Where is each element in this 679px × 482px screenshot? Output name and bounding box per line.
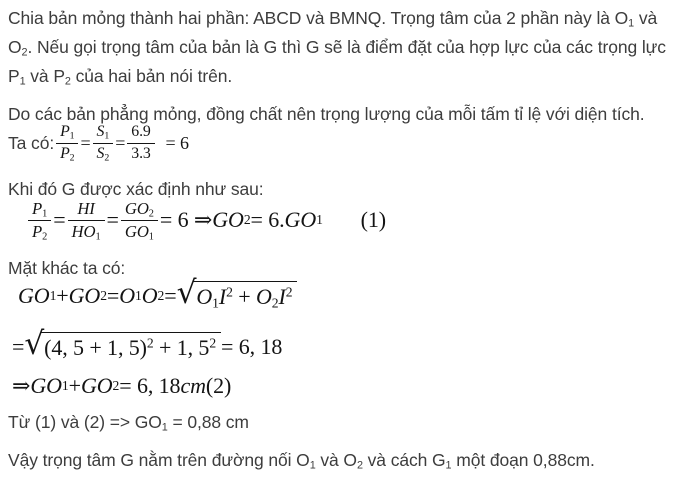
formula-distance-sum-line1: GO 1 + GO 2 = O 1 O 2 = √ $O_1I^2 + O_2I^2$ bbox=[18, 281, 675, 310]
math-variable: GO bbox=[68, 282, 101, 308]
subscript: 2 bbox=[21, 46, 28, 59]
math-variable: I bbox=[218, 284, 227, 309]
math-operator: = bbox=[53, 207, 66, 233]
subscript: 2 bbox=[42, 231, 48, 243]
math-operator: 3.3 bbox=[131, 144, 151, 162]
subscript: 1 bbox=[161, 421, 168, 434]
math-operator: (1) bbox=[322, 207, 386, 233]
subscript: 2 bbox=[104, 152, 110, 164]
fraction bbox=[91, 122, 116, 164]
math-variable: P bbox=[32, 199, 43, 218]
para-conclusion-final bbox=[8, 446, 675, 475]
formula-weight-ratio bbox=[8, 122, 675, 164]
math-variable: GO bbox=[124, 199, 149, 218]
subscript: 1 bbox=[445, 459, 452, 472]
math-operator: = 6 ⇒ bbox=[159, 207, 213, 233]
subscript: 1 bbox=[212, 295, 219, 311]
fraction bbox=[119, 198, 160, 242]
radicand bbox=[41, 332, 221, 361]
superscript: 2 bbox=[226, 284, 233, 300]
fraction bbox=[54, 122, 80, 164]
subscript: 2 bbox=[148, 208, 154, 220]
math-operator: = 6, 18 bbox=[119, 373, 181, 398]
text-run: một đoạn 0,88cm. bbox=[451, 450, 595, 470]
math-operator: = 6, 18 bbox=[221, 333, 283, 359]
math-variable: GO bbox=[212, 207, 244, 233]
math-variable: O bbox=[119, 282, 136, 308]
math-operator: (4, 5 + 1, 5) bbox=[44, 335, 147, 360]
subscript: 1 bbox=[42, 208, 48, 220]
text-run: và O bbox=[315, 450, 357, 470]
math-operator: ⇒ bbox=[12, 373, 31, 398]
math-variable: GO bbox=[124, 221, 149, 241]
fraction-denominator bbox=[68, 220, 105, 243]
subscript: 2 bbox=[64, 75, 71, 88]
fraction-numerator bbox=[56, 122, 78, 143]
square-root bbox=[176, 274, 298, 311]
superscript: 2 bbox=[209, 335, 217, 351]
math-variable: P bbox=[60, 123, 70, 140]
math-variable: GO bbox=[30, 373, 62, 398]
subscript: 1 bbox=[95, 231, 101, 243]
para-g-determined: Khi đó G được xác định như sau: bbox=[8, 179, 264, 199]
fraction-denominator bbox=[56, 143, 78, 165]
para-otherwise: Mặt khác ta có: bbox=[8, 258, 126, 278]
math-operator: + bbox=[68, 373, 81, 398]
math-variable: GO bbox=[80, 373, 113, 398]
math-operator: = bbox=[12, 333, 25, 359]
para-weight-proportional: Do các bản phẳng mỏng, đồng chất nên trọng lượng của mỗi tấm tỉ lệ với diện tích. bbox=[8, 104, 645, 124]
math-operator: + bbox=[56, 282, 69, 308]
math-variable: O bbox=[141, 282, 158, 308]
fraction-numerator bbox=[28, 198, 51, 220]
fraction-denominator bbox=[127, 143, 155, 165]
formula-distance-sum-line3: ⇒ GO 1 + GO 2 = 6, 18 cm (2) bbox=[12, 373, 232, 398]
text-run: và O bbox=[8, 8, 658, 57]
text-run: . Nếu gọi trọng tâm của bản là G thì G sẽ là điểm đặt của hợp lực của các trọng lực P bbox=[8, 37, 666, 86]
subscript: 2 bbox=[356, 459, 363, 472]
math-operator: = bbox=[106, 207, 119, 233]
subscript: 1 bbox=[309, 459, 316, 472]
radical-icon: √ bbox=[176, 274, 197, 311]
math-variable: O bbox=[196, 284, 213, 309]
math-operator: = 6. bbox=[250, 207, 285, 233]
superscript: 2 bbox=[146, 335, 154, 351]
math-variable: P bbox=[32, 221, 43, 241]
text-run: và cách G bbox=[362, 450, 446, 470]
fraction bbox=[66, 198, 107, 242]
math-operator: (2) bbox=[205, 373, 232, 398]
text-run: Ta có: bbox=[8, 132, 55, 153]
math-operator: 6.9 bbox=[131, 123, 151, 140]
subscript: 1 bbox=[628, 17, 635, 30]
math-operator: = bbox=[164, 282, 177, 308]
text-run: = 0,88 cm bbox=[167, 412, 249, 432]
fraction-numerator bbox=[127, 122, 155, 143]
math-variable: HI bbox=[77, 199, 95, 218]
square-root bbox=[24, 325, 221, 362]
fraction bbox=[125, 122, 157, 164]
math-operator: + 1, 5 bbox=[153, 335, 210, 360]
math-operator: = bbox=[80, 132, 91, 153]
radical-icon: √ bbox=[24, 325, 45, 362]
math-operator: = bbox=[115, 132, 126, 153]
para-conclusion-go1 bbox=[8, 408, 675, 437]
math-variable: S bbox=[96, 123, 105, 140]
fraction-denominator bbox=[28, 220, 51, 243]
math-variable: I bbox=[278, 284, 286, 309]
text-run: Chia bản mỏng thành hai phần: ABCD và BMNQ. Trọng tâm của 2 phần này là O bbox=[8, 8, 629, 28]
subscript: 2 bbox=[69, 152, 75, 164]
math-variable: cm bbox=[180, 373, 206, 398]
math-variable: O bbox=[255, 284, 272, 309]
text-run: của hai bản nói trên. bbox=[70, 66, 233, 86]
text-run: Từ (1) và (2) => GO bbox=[8, 412, 162, 432]
math-operator: = bbox=[106, 282, 120, 308]
formula-go-relation: $\frac{P_1}{P_2}$ = $\frac{HI}{HO_1}$ = $\frac{GO_2}{GO_1}$ = 6 ⇒ GO 2 = 6. GO 1 (1) bbox=[26, 198, 675, 242]
superscript: 2 bbox=[285, 284, 293, 300]
fraction-denominator bbox=[121, 220, 158, 243]
math-variable: S bbox=[96, 144, 105, 162]
fraction bbox=[26, 198, 53, 242]
math-variable: P bbox=[60, 144, 70, 162]
math-operator: + bbox=[232, 284, 256, 309]
text-run: Vậy trọng tâm G nằm trên đường nối O bbox=[8, 450, 310, 470]
math-variable: GO bbox=[284, 207, 317, 233]
subscript: 1 bbox=[19, 75, 26, 88]
math-variable: GO bbox=[18, 282, 50, 308]
math-operator: = 6 bbox=[156, 132, 189, 153]
fraction-numerator bbox=[121, 198, 158, 220]
para-split-into-parts bbox=[8, 4, 675, 91]
fraction-numerator bbox=[68, 198, 105, 220]
subscript: 2 bbox=[271, 295, 279, 311]
radicand bbox=[193, 281, 297, 310]
fraction-denominator bbox=[93, 143, 114, 165]
formula-distance-sum-line2 bbox=[12, 325, 675, 362]
subscript: 1 bbox=[148, 231, 154, 243]
subscript: 1 bbox=[69, 130, 75, 142]
math-variable: HO bbox=[71, 221, 96, 241]
text-run: và P bbox=[25, 66, 65, 86]
subscript: 1 bbox=[104, 130, 110, 142]
fraction-numerator bbox=[93, 122, 114, 143]
